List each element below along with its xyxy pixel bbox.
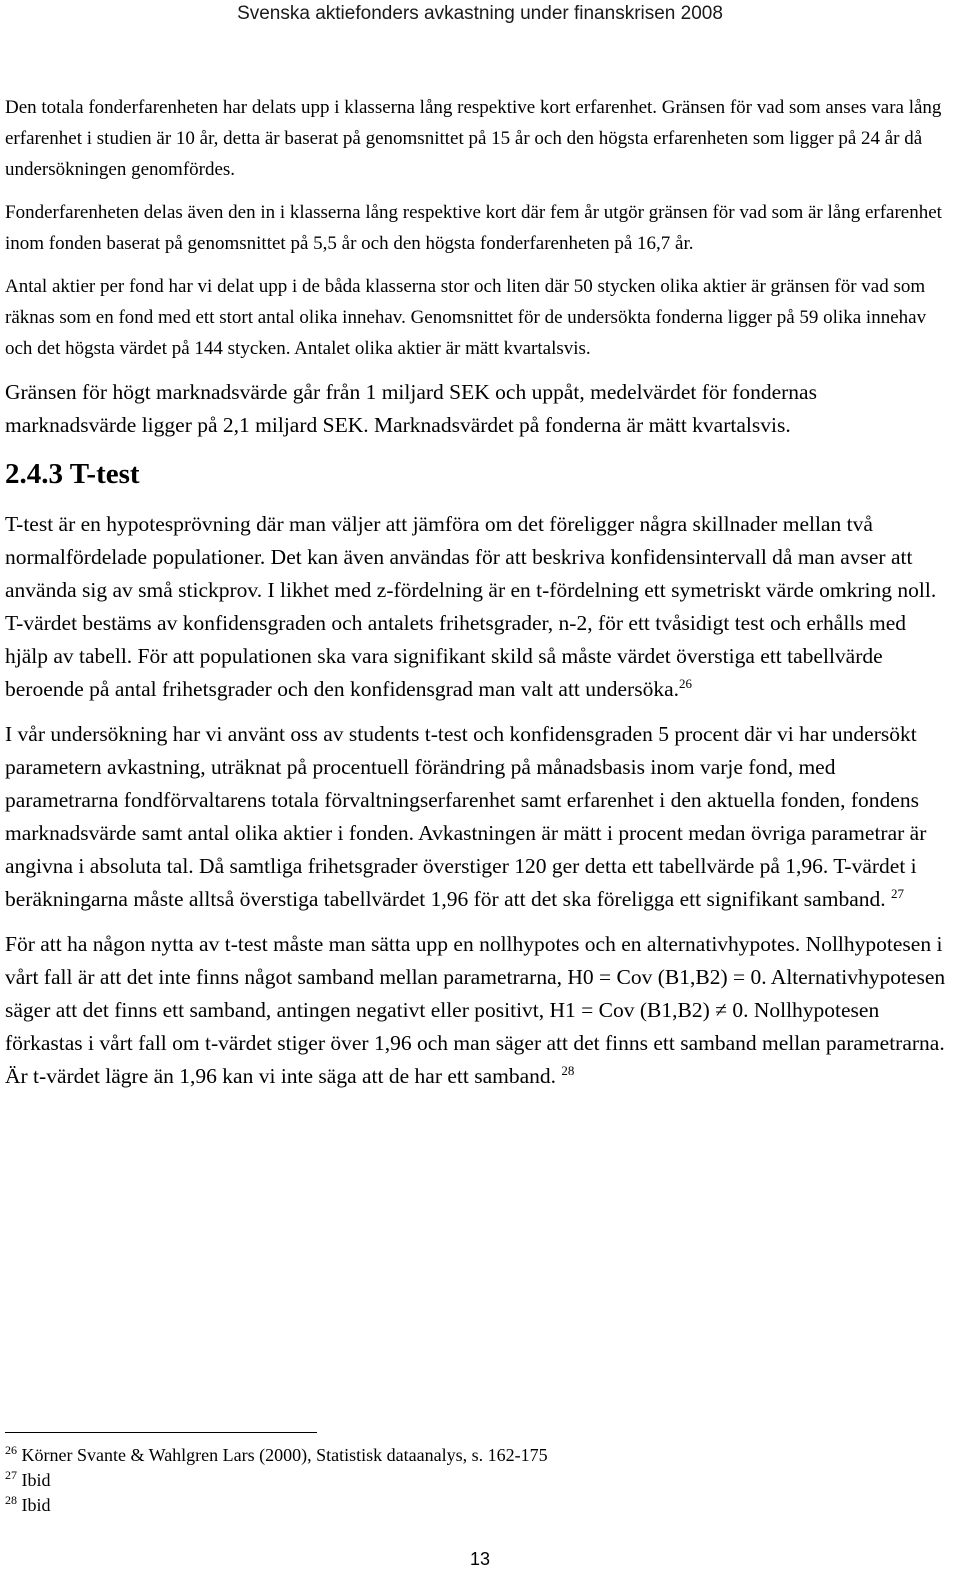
paragraph-ttest-definition [5,508,951,706]
footnote-number: 26 [5,1443,17,1457]
footnote-text: Körner Svante & Wahlgren Lars (2000), Statistisk dataanalys, s. 162-175 [17,1445,548,1465]
paragraph-text: T-test är en hypotesprövning där man väljer att jämföra om det föreligger några skillnader mellan två normalfördelade populationer. Det kan även användas för att beskriva konfidensintervall då man avser att använda sig av små stickprov. I likhet med z-fördelning är en t-fördelning ett symetriskt värde omkring noll. T-värdet bestäms av konfidensgraden och antalets frihetsgrader, n-2, för ett tvåsidigt test och erhålls med hjälp av tabell. För att populationen ska vara signifikant skild så måste värdet överstiga ett tabellvärde beroende på antal frihetsgrader och den konfidensgrad man valt att undersöka. [5,512,937,701]
footnote-item [5,1468,705,1493]
section-heading: 2.4.3 T-test [5,458,140,490]
page-number: 13 [469,1549,491,1569]
footnote-ref: 26 [679,675,693,691]
paragraph-fund-experience: Den totala fonderfarenheten har delats upp i klasserna lång respektive kort erfarenhet. Gränsen för vad som anses vara lång erfarenhet i studien är 10 år, detta är baserat på genomsnittet på 15 år och den högsta erfarenheten som ligger på 24 år då undersökningen genomfördes. [5,97,942,180]
footnote-number: 27 [5,1468,17,1482]
paragraph-number-of-stocks: Antal aktier per fond har vi delat upp i de båda klasserna stor och liten där 50 stycken olika aktier är gränsen för vad som räknas som en fond med ett stort antal olika innehav. Genomsnittet för de undersökta fonderna ligger på 59 olika innehav och det högsta värdet på 144 stycken. Antalet olika aktier är mätt kvartalsvis. [5,276,927,359]
footnote-item [5,1443,705,1468]
paragraph-market-value: Gränsen för högt marknadsvärde går från 1 miljard SEK och uppåt, medelvärdet för fondernas marknadsvärde ligger på 2,1 miljard SEK. Marknadsvärdet på fonderna är mätt kvartalsvis. [5,380,817,437]
page-body [5,92,951,1105]
paragraph-ttest-method [5,718,951,916]
footnote-text: Ibid [17,1495,51,1515]
footnote-number: 28 [5,1493,17,1507]
footnote-item [5,1493,705,1518]
paragraph-fund-specific-experience: Fonderfarenheten delas även den in i klasserna lång respektive kort där fem år utgör gränsen för vad som är lång erfarenhet inom fonden baserat på genomsnittet på 5,5 år och den högsta fonderfarenheten på 16,7 år. [5,202,942,254]
footnote-ref: 27 [890,885,904,901]
running-header: Svenska aktiefonders avkastning under finanskrisen 2008 [237,3,723,24]
paragraph-hypotheses [5,928,951,1093]
footnote-text: Ibid [17,1470,51,1490]
paragraph-text: I vår undersökning har vi använt oss av students t-test och konfidensgraden 5 procent där vi har undersökt parametern avkastning, uträknat på procentuell förändring på månadsbasis inom varje fond, med parametrarna fondförvaltarens totala förvaltningserfarenhet samt erfarenhet i den aktuella fonden, fondens marknadsvärde samt antal olika aktier i fonden. Avkastningen är mätt i procent medan övriga parametrar är angivna i absoluta tal. Då samtliga frihetsgrader överstiger 120 ger detta ett tabellvärde på 1,96. T-värdet i beräkningarna måste alltså överstiga tabellvärdet 1,96 för att det ska föreligga ett signifikant samband. [5,722,927,911]
paragraph-text: För att ha någon nytta av t-test måste man sätta upp en nollhypotes och en alternativhypotes. Nollhypotesen i vårt fall är att det inte finns något samband mellan parametrarna, H0 = Cov (B1,B2) = 0. Alternativhypotesen säger att det finns ett samband, antingen negativt eller positivt, H1 = Cov (B1,B2) ≠ 0. Nollhypotesen förkastas i vårt fall om t-värdet stiger över 1,96 och man säger att det finns ett samband mellan parametrarna. Är t-värdet lägre än 1,96 kan vi inte säga att de har ett samband. [5,932,946,1088]
footnote-divider [5,1432,317,1433]
footnotes [5,1432,705,1518]
footnote-ref: 28 [561,1062,575,1078]
